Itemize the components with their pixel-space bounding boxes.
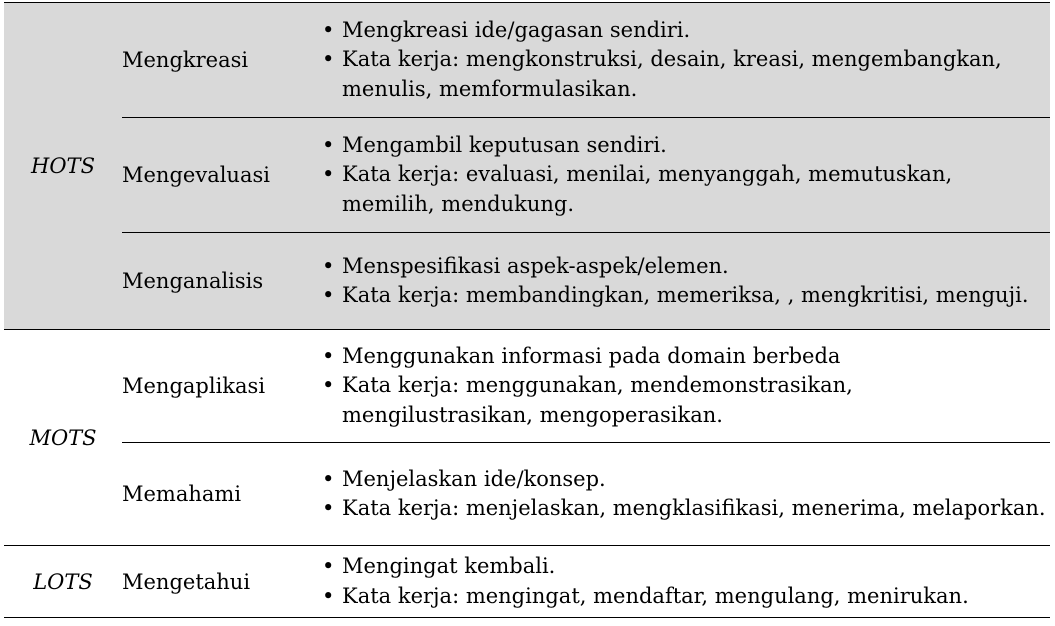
bullet-item: • Menjelaskan ide/konsep. — [318, 465, 1050, 495]
description-mengevaluasi — [318, 118, 1050, 233]
bullet-item: • Kata kerja: menjelaskan, mengklasifikasi, menerima, melaporkan. — [318, 494, 1050, 524]
category-mots: MOTS — [4, 330, 122, 546]
bullet-item: • Kata kerja: membandingkan, memeriksa, , mengkritisi, menguji. — [318, 281, 1050, 311]
bullet-list — [318, 131, 1050, 220]
table-row-mengetahui — [4, 546, 1050, 618]
table-row-memahami — [4, 443, 1050, 546]
bullet-list — [318, 465, 1050, 524]
bullet-item: • Kata kerja: evaluasi, menilai, menyanggah, memutuskan, memilih, mendukung. — [318, 160, 1050, 219]
level-mengetahui: Mengetahui — [122, 546, 318, 618]
bullet-list — [318, 252, 1050, 311]
table-row-mengkreasi — [4, 3, 1050, 118]
bullet-item: • Menggunakan informasi pada domain berbeda — [318, 342, 1050, 372]
bullet-item: • Kata kerja: menggunakan, mendemonstrasikan, mengilustrasikan, mengoperasikan. — [318, 371, 1050, 430]
table-row-mengaplikasi — [4, 330, 1050, 443]
level-mengkreasi: Mengkreasi — [122, 3, 318, 118]
bullet-item: • Menspesifikasi aspek-aspek/elemen. — [318, 252, 1050, 282]
bullet-item: • Kata kerja: mengkonstruksi, desain, kreasi, mengembangkan, menulis, memformulasikan. — [318, 45, 1050, 104]
category-hots: HOTS — [4, 3, 122, 330]
table-row-mengevaluasi — [4, 118, 1050, 233]
bullet-item: • Mengambil keputusan sendiri. — [318, 131, 1050, 161]
bullet-list — [318, 552, 1050, 611]
description-menganalisis — [318, 233, 1050, 330]
level-memahami: Memahami — [122, 443, 318, 546]
level-menganalisis: Menganalisis — [122, 233, 318, 330]
table-row-menganalisis — [4, 233, 1050, 330]
description-mengaplikasi — [318, 330, 1050, 443]
description-mengkreasi — [318, 3, 1050, 118]
bullet-item: • Mengingat kembali. — [318, 552, 1050, 582]
description-memahami — [318, 443, 1050, 546]
description-mengetahui — [318, 546, 1050, 618]
thinking-levels-table — [4, 2, 1050, 618]
bullet-item: • Kata kerja: mengingat, mendaftar, mengulang, menirukan. — [318, 582, 1050, 612]
bullet-item: • Mengkreasi ide/gagasan sendiri. — [318, 16, 1050, 46]
level-mengaplikasi: Mengaplikasi — [122, 330, 318, 443]
category-lots: LOTS — [4, 546, 122, 618]
level-mengevaluasi: Mengevaluasi — [122, 118, 318, 233]
bullet-list — [318, 342, 1050, 431]
bullet-list — [318, 16, 1050, 105]
